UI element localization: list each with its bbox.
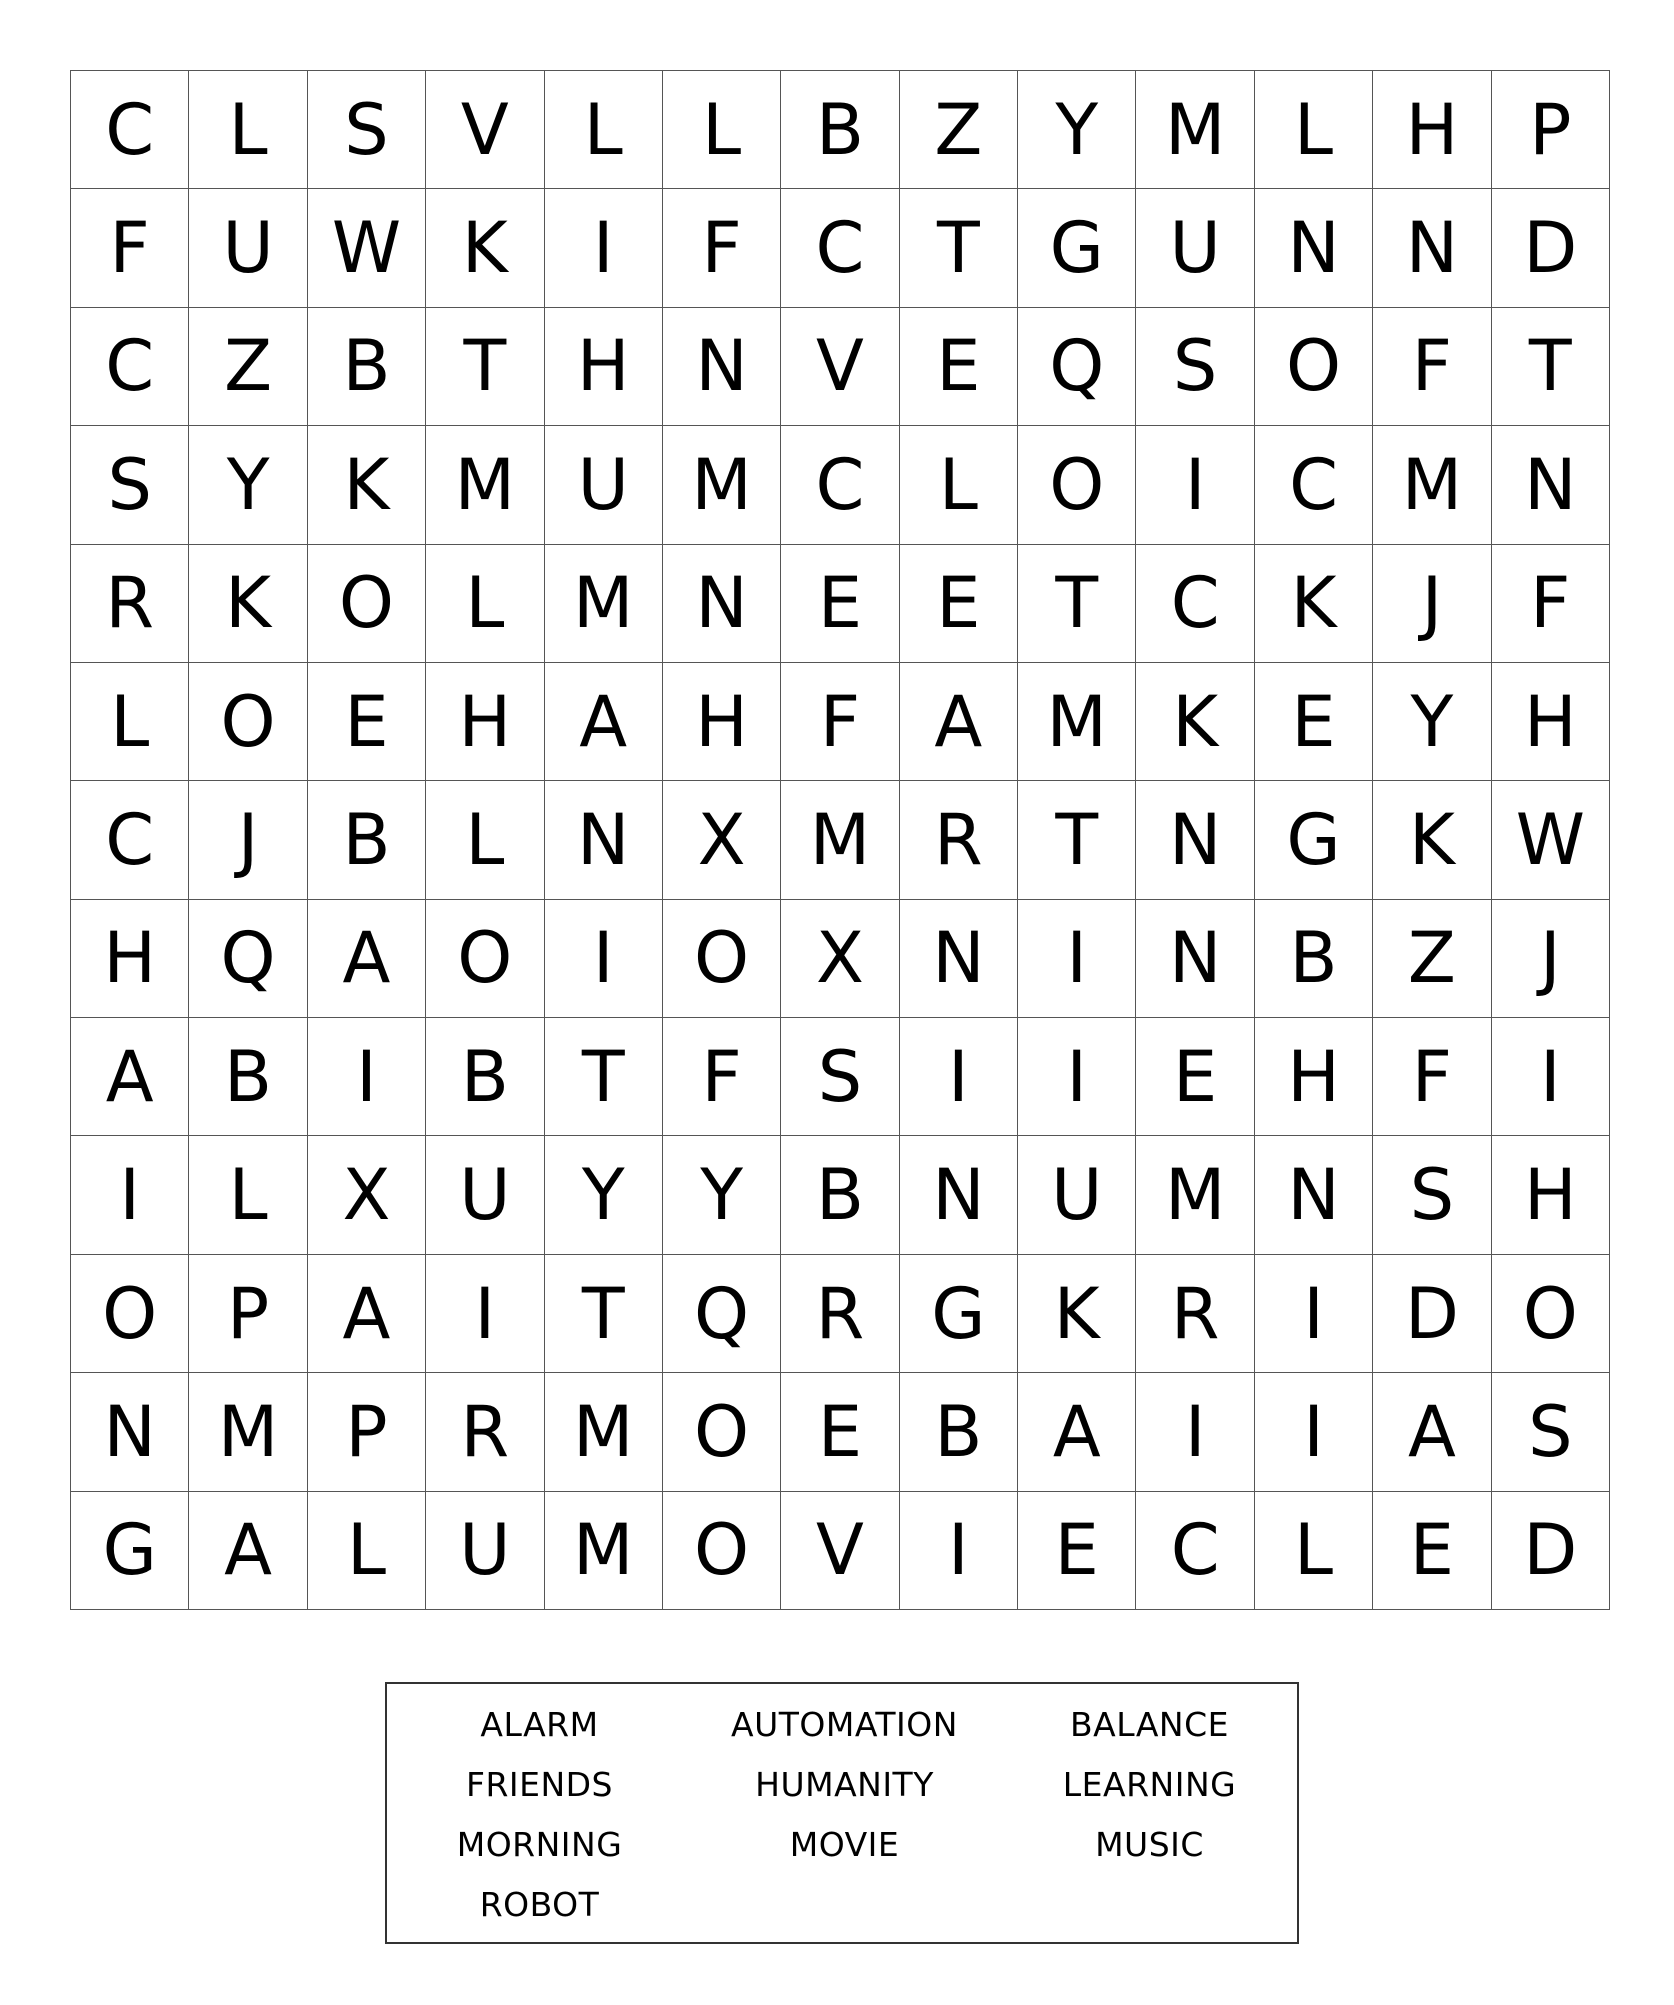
grid-cell[interactable]: O xyxy=(308,545,426,663)
grid-cell[interactable]: Y xyxy=(1018,71,1136,189)
grid-cell[interactable]: Y xyxy=(1373,663,1491,781)
grid-cell[interactable]: H xyxy=(545,308,663,426)
grid-cell[interactable]: N xyxy=(663,308,781,426)
grid-cell[interactable]: E xyxy=(308,663,426,781)
grid-cell[interactable]: C xyxy=(71,71,189,189)
grid-cell[interactable]: U xyxy=(189,189,307,307)
grid-cell[interactable]: K xyxy=(1018,1255,1136,1373)
grid-cell[interactable]: C xyxy=(1136,545,1254,663)
grid-cell[interactable]: H xyxy=(426,663,544,781)
grid-cell[interactable]: Y xyxy=(189,426,307,544)
grid-cell[interactable]: U xyxy=(545,426,663,544)
word-bank-item: ALARM xyxy=(480,1704,599,1744)
grid-cell[interactable]: H xyxy=(1492,1136,1610,1254)
grid-cell[interactable]: T xyxy=(900,189,1018,307)
grid-cell[interactable]: M xyxy=(426,426,544,544)
grid-cell[interactable]: M xyxy=(545,1373,663,1491)
grid-cell[interactable]: N xyxy=(545,781,663,899)
grid-cell[interactable]: M xyxy=(1018,663,1136,781)
grid-cell[interactable]: H xyxy=(1373,71,1491,189)
grid-cell[interactable]: E xyxy=(900,308,1018,426)
grid-cell[interactable]: C xyxy=(71,308,189,426)
grid-cell[interactable]: D xyxy=(1373,1255,1491,1373)
grid-cell[interactable]: N xyxy=(900,1136,1018,1254)
grid-cell[interactable]: Q xyxy=(1018,308,1136,426)
grid-cell[interactable]: O xyxy=(663,900,781,1018)
grid-cell[interactable]: N xyxy=(1136,900,1254,1018)
grid-cell[interactable]: S xyxy=(1373,1136,1491,1254)
grid-cell[interactable]: M xyxy=(545,1492,663,1610)
grid-cell[interactable]: I xyxy=(1136,426,1254,544)
grid-cell[interactable]: I xyxy=(545,900,663,1018)
grid-cell[interactable]: A xyxy=(545,663,663,781)
word-bank-item: MUSIC xyxy=(1095,1824,1204,1864)
word-bank-item: FRIENDS xyxy=(465,1764,614,1804)
grid-cell[interactable]: S xyxy=(71,426,189,544)
grid-cell[interactable]: A xyxy=(308,1255,426,1373)
grid-cell[interactable]: H xyxy=(1255,1018,1373,1136)
grid-cell[interactable]: O xyxy=(426,900,544,1018)
word-bank-item: AUTOMATION xyxy=(731,1704,958,1744)
grid-cell[interactable]: F xyxy=(781,663,899,781)
grid-cell[interactable]: B xyxy=(900,1373,1018,1491)
grid-cell[interactable]: M xyxy=(781,781,899,899)
grid-cell[interactable]: F xyxy=(1373,1018,1491,1136)
grid-cell[interactable]: K xyxy=(308,426,426,544)
grid-cell[interactable]: Z xyxy=(189,308,307,426)
grid-cell[interactable]: A xyxy=(900,663,1018,781)
grid-cell[interactable]: Z xyxy=(1373,900,1491,1018)
grid-cell[interactable]: N xyxy=(1255,1136,1373,1254)
grid-cell[interactable]: B xyxy=(1255,900,1373,1018)
grid-cell[interactable]: X xyxy=(781,900,899,1018)
grid-cell[interactable]: V xyxy=(781,1492,899,1610)
grid-cell[interactable]: D xyxy=(1492,1492,1610,1610)
grid-cell[interactable]: T xyxy=(1018,781,1136,899)
word-bank-item: HUMANITY xyxy=(755,1764,934,1804)
grid-cell[interactable]: I xyxy=(1255,1373,1373,1491)
grid-cell[interactable]: U xyxy=(1136,189,1254,307)
grid-cell[interactable]: F xyxy=(663,1018,781,1136)
letter-grid xyxy=(70,70,1610,1610)
grid-cell[interactable]: M xyxy=(189,1373,307,1491)
grid-cell[interactable]: M xyxy=(545,545,663,663)
grid-cell[interactable]: R xyxy=(71,545,189,663)
grid-cell[interactable]: K xyxy=(189,545,307,663)
grid-cell[interactable]: N xyxy=(1492,426,1610,544)
grid-cell[interactable]: T xyxy=(426,308,544,426)
grid-cell[interactable]: I xyxy=(545,189,663,307)
grid-cell[interactable]: N xyxy=(71,1373,189,1491)
grid-cell[interactable]: Z xyxy=(900,71,1018,189)
grid-cell[interactable]: O xyxy=(1492,1255,1610,1373)
grid-cell[interactable]: N xyxy=(663,545,781,663)
grid-cell[interactable]: A xyxy=(1373,1373,1491,1491)
grid-cell[interactable]: L xyxy=(900,426,1018,544)
grid-cell[interactable]: M xyxy=(1136,1136,1254,1254)
grid-cell[interactable]: B xyxy=(308,308,426,426)
grid-cell[interactable]: H xyxy=(71,900,189,1018)
grid-cell[interactable]: I xyxy=(900,1018,1018,1136)
grid-cell[interactable]: R xyxy=(900,781,1018,899)
grid-cell[interactable]: K xyxy=(426,189,544,307)
grid-cell[interactable]: B xyxy=(426,1018,544,1136)
grid-cell[interactable]: R xyxy=(426,1373,544,1491)
grid-cell[interactable]: M xyxy=(663,426,781,544)
grid-cell[interactable]: N xyxy=(1136,781,1254,899)
grid-cell[interactable]: U xyxy=(426,1492,544,1610)
grid-cell[interactable]: C xyxy=(1136,1492,1254,1610)
word-bank-item: ROBOT xyxy=(479,1884,600,1924)
grid-cell[interactable]: K xyxy=(1136,663,1254,781)
grid-cell[interactable]: T xyxy=(1492,308,1610,426)
grid-cell[interactable]: D xyxy=(1492,189,1610,307)
grid-cell[interactable]: C xyxy=(71,781,189,899)
grid-cell[interactable]: E xyxy=(900,545,1018,663)
grid-cell[interactable]: O xyxy=(71,1255,189,1373)
grid-cell[interactable]: V xyxy=(781,308,899,426)
grid-cell[interactable]: G xyxy=(1255,781,1373,899)
grid-cell[interactable]: N xyxy=(1255,189,1373,307)
grid-cell[interactable]: L xyxy=(426,781,544,899)
grid-cell[interactable]: F xyxy=(1373,308,1491,426)
grid-cell[interactable]: G xyxy=(71,1492,189,1610)
grid-cell[interactable]: F xyxy=(71,189,189,307)
grid-cell[interactable]: L xyxy=(545,71,663,189)
grid-cell[interactable]: O xyxy=(663,1492,781,1610)
grid-cell[interactable]: L xyxy=(189,1136,307,1254)
grid-cell[interactable]: F xyxy=(1492,545,1610,663)
grid-cell[interactable]: J xyxy=(1492,900,1610,1018)
grid-cell[interactable]: N xyxy=(900,900,1018,1018)
grid-cell[interactable]: I xyxy=(71,1136,189,1254)
grid-cell[interactable]: H xyxy=(663,663,781,781)
grid-cell[interactable]: S xyxy=(781,1018,899,1136)
grid-cell[interactable]: R xyxy=(1136,1255,1254,1373)
grid-cell[interactable]: C xyxy=(1255,426,1373,544)
grid-cell[interactable]: T xyxy=(545,1018,663,1136)
grid-cell[interactable]: E xyxy=(781,545,899,663)
grid-cell[interactable]: E xyxy=(1136,1018,1254,1136)
grid-cell[interactable]: X xyxy=(663,781,781,899)
grid-cell[interactable]: L xyxy=(1255,1492,1373,1610)
grid-cell[interactable]: I xyxy=(426,1255,544,1373)
grid-cell[interactable]: C xyxy=(781,189,899,307)
grid-cell[interactable]: L xyxy=(1255,71,1373,189)
grid-cell[interactable]: Q xyxy=(189,900,307,1018)
grid-cell[interactable]: A xyxy=(308,900,426,1018)
grid-cell[interactable]: A xyxy=(189,1492,307,1610)
word-bank-item: MOVIE xyxy=(789,1824,900,1864)
grid-cell[interactable]: K xyxy=(1373,781,1491,899)
grid-cell[interactable]: U xyxy=(1018,1136,1136,1254)
grid-cell[interactable]: I xyxy=(1018,1018,1136,1136)
grid-cell[interactable]: Y xyxy=(545,1136,663,1254)
grid-cell[interactable]: A xyxy=(71,1018,189,1136)
grid-cell[interactable]: V xyxy=(426,71,544,189)
grid-cell[interactable]: G xyxy=(1018,189,1136,307)
grid-cell[interactable]: S xyxy=(1492,1373,1610,1491)
grid-cell[interactable]: E xyxy=(1255,663,1373,781)
grid-cell[interactable]: E xyxy=(781,1373,899,1491)
grid-cell[interactable]: B xyxy=(189,1018,307,1136)
grid-cell[interactable]: L xyxy=(189,71,307,189)
grid-cell[interactable]: M xyxy=(1373,426,1491,544)
grid-cell[interactable]: B xyxy=(308,781,426,899)
grid-cell[interactable]: I xyxy=(1255,1255,1373,1373)
grid-cell[interactable]: I xyxy=(1136,1373,1254,1491)
grid-cell[interactable]: L xyxy=(71,663,189,781)
grid-cell[interactable]: I xyxy=(308,1018,426,1136)
grid-cell[interactable]: P xyxy=(189,1255,307,1373)
grid-cell[interactable]: J xyxy=(1373,545,1491,663)
grid-cell[interactable]: S xyxy=(1136,308,1254,426)
grid-cell[interactable]: I xyxy=(1492,1018,1610,1136)
grid-cell[interactable]: W xyxy=(308,189,426,307)
grid-cell[interactable]: Q xyxy=(663,1255,781,1373)
grid-cell[interactable]: U xyxy=(426,1136,544,1254)
grid-cell[interactable]: O xyxy=(1018,426,1136,544)
grid-cell[interactable]: B xyxy=(781,1136,899,1254)
grid-cell[interactable]: O xyxy=(1255,308,1373,426)
grid-cell[interactable]: S xyxy=(308,71,426,189)
grid-cell[interactable]: J xyxy=(189,781,307,899)
grid-cell[interactable]: I xyxy=(1018,900,1136,1018)
grid-cell[interactable]: E xyxy=(1018,1492,1136,1610)
grid-cell[interactable]: G xyxy=(900,1255,1018,1373)
grid-cell[interactable]: I xyxy=(900,1492,1018,1610)
grid-cell[interactable]: H xyxy=(1492,663,1610,781)
grid-cell[interactable]: C xyxy=(781,426,899,544)
grid-cell[interactable]: R xyxy=(781,1255,899,1373)
grid-cell[interactable]: B xyxy=(781,71,899,189)
grid-cell[interactable]: T xyxy=(545,1255,663,1373)
grid-cell[interactable]: L xyxy=(308,1492,426,1610)
grid-cell[interactable]: M xyxy=(1136,71,1254,189)
grid-cell[interactable]: A xyxy=(1018,1373,1136,1491)
grid-cell[interactable]: K xyxy=(1255,545,1373,663)
grid-cell[interactable]: Y xyxy=(663,1136,781,1254)
word-bank-item: MORNING xyxy=(456,1824,623,1864)
grid-cell[interactable]: L xyxy=(426,545,544,663)
grid-cell[interactable]: X xyxy=(308,1136,426,1254)
word-bank-item: LEARNING xyxy=(1062,1764,1237,1804)
word-bank xyxy=(385,1682,1299,1944)
grid-cell[interactable]: F xyxy=(663,189,781,307)
grid-cell[interactable]: W xyxy=(1492,781,1610,899)
grid-cell[interactable]: E xyxy=(1373,1492,1491,1610)
grid-cell[interactable]: O xyxy=(663,1373,781,1491)
grid-cell[interactable]: P xyxy=(1492,71,1610,189)
grid-cell[interactable]: L xyxy=(663,71,781,189)
word-bank-item: BALANCE xyxy=(1069,1704,1229,1744)
grid-cell[interactable]: O xyxy=(189,663,307,781)
grid-cell[interactable]: P xyxy=(308,1373,426,1491)
grid-cell[interactable]: T xyxy=(1018,545,1136,663)
grid-cell[interactable]: N xyxy=(1373,189,1491,307)
